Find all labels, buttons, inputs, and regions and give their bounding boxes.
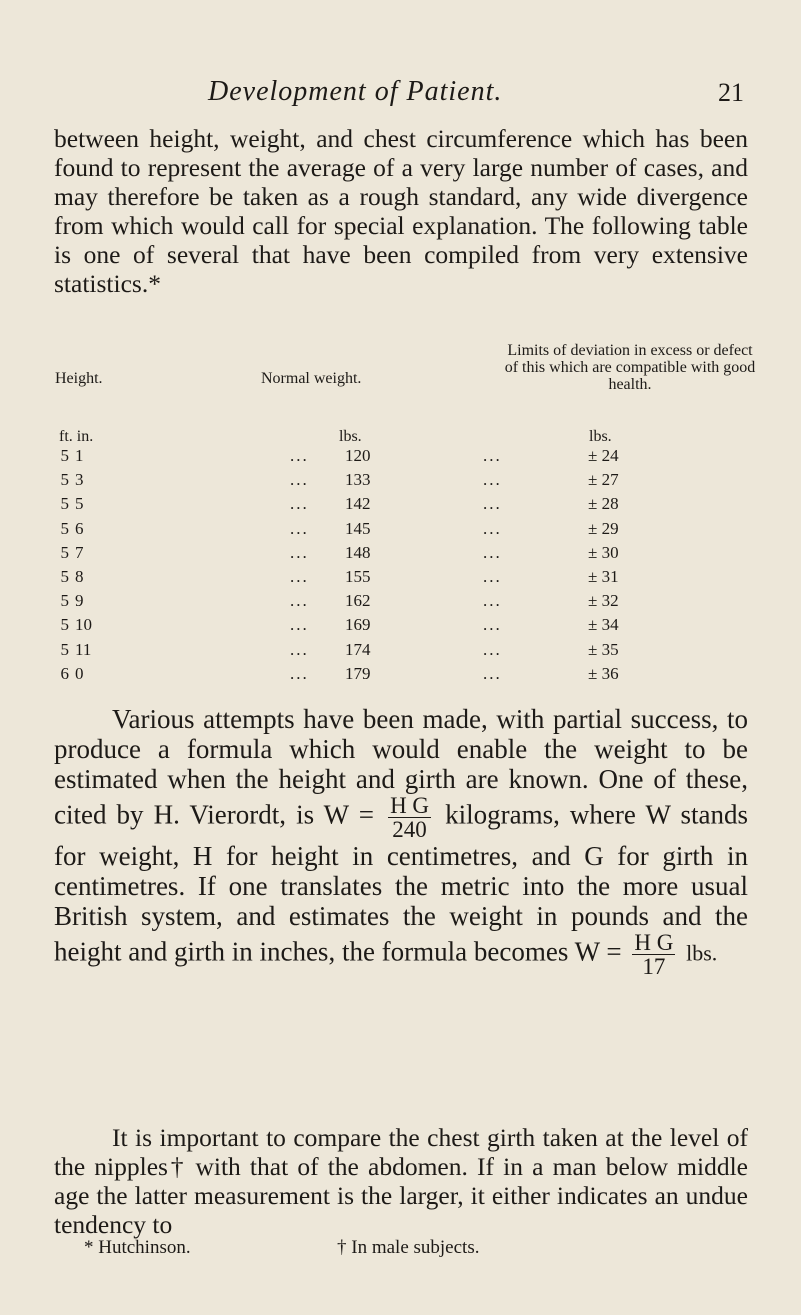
dot-leader: ... (290, 615, 309, 635)
dot-leader: ... (290, 542, 309, 562)
dot-leader: ... (290, 518, 309, 538)
feet-cell: 5 (60, 542, 69, 562)
table-row (55, 664, 695, 688)
dot-leader: ... (483, 566, 502, 586)
weight-units: lbs. (339, 428, 362, 445)
weight-cell: 179 (345, 663, 371, 683)
dot-leader: ... (290, 591, 309, 611)
weight-cell: 142 (345, 494, 371, 514)
dot-leader: ... (483, 615, 502, 635)
dot-leader: ... (290, 446, 309, 465)
limits-units: lbs. (589, 428, 612, 445)
deviation-cell: ± 30 (588, 542, 619, 562)
weight-cell: 145 (345, 518, 371, 538)
deviation-cell: ± 36 (588, 663, 619, 683)
weight-cell: 120 (345, 446, 371, 465)
dot-leader: ... (483, 663, 502, 683)
feet-cell: 5 (60, 494, 69, 514)
feet-cell: 5 (60, 470, 69, 490)
height-units: ft. in. (59, 428, 94, 445)
deviation-cell: ± 35 (588, 639, 619, 659)
deviation-cell: ± 24 (588, 446, 619, 465)
limits-column-header: Limits of deviation in excess or defect of this which are compatible with good health. (504, 342, 756, 393)
formula-text-c: lbs. (686, 940, 718, 966)
fraction-numerator: H G (390, 793, 430, 818)
table-row (55, 640, 695, 664)
dot-leader: ... (483, 542, 502, 562)
table-row (55, 494, 695, 518)
table-row (55, 519, 695, 543)
inches-cell: 1 (75, 446, 84, 465)
dot-leader: ... (483, 446, 502, 465)
inches-cell: 10 (75, 615, 92, 635)
table-row (55, 591, 695, 615)
closing-paragraph: It is important to compare the chest girth taken at the level of the nipples† with that of the abdomen. If in a man below middle age the latter measurement is the larger, it either indicates an undue tendency to (54, 1123, 748, 1239)
inches-cell: 7 (75, 542, 84, 562)
vierordt-fraction (388, 794, 431, 841)
inches-cell: 6 (75, 518, 84, 538)
dot-leader: ... (290, 470, 309, 490)
feet-cell: 6 (60, 663, 69, 683)
height-column-header: Height. (55, 370, 103, 387)
dot-leader: ... (483, 591, 502, 611)
table-row (55, 615, 695, 639)
weight-cell: 133 (345, 470, 371, 490)
fraction-denominator: 17 (642, 954, 666, 979)
feet-cell: 5 (60, 639, 69, 659)
deviation-cell: ± 28 (588, 494, 619, 514)
deviation-cell: ± 34 (588, 615, 619, 635)
weight-cell: 174 (345, 639, 371, 659)
deviation-cell: ± 29 (588, 518, 619, 538)
table-row (55, 470, 695, 494)
opening-paragraph: between height, weight, and chest circumference which has been found to represent the average of a very large number of cases, and may therefore be taken as a rough standard, any wide divergence from which would call for special explanation. The following table is one of several that have been compiled from very extensive statistics.* (54, 124, 748, 298)
fraction-denominator: 240 (392, 817, 427, 842)
british-fraction (632, 931, 675, 978)
footnote-male-subjects: † In male subjects. (337, 1237, 480, 1258)
dot-leader: ... (290, 663, 309, 683)
table-row (55, 446, 695, 470)
weight-cell: 162 (345, 591, 371, 611)
feet-cell: 5 (60, 591, 69, 611)
deviation-cell: ± 27 (588, 470, 619, 490)
dot-leader: ... (290, 639, 309, 659)
weight-column-header: Normal weight. (261, 370, 362, 387)
dot-leader: ... (483, 639, 502, 659)
dot-leader: ... (483, 518, 502, 538)
inches-cell: 3 (75, 470, 84, 490)
deviation-cell: ± 31 (588, 566, 619, 586)
dot-leader: ... (290, 494, 309, 514)
formula-paragraph (54, 704, 748, 978)
weight-cell: 148 (345, 542, 371, 562)
weight-cell: 169 (345, 615, 371, 635)
table-row (55, 567, 695, 591)
inches-cell: 0 (75, 663, 84, 683)
dot-leader: ... (290, 566, 309, 586)
deviation-cell: ± 32 (588, 591, 619, 611)
footnote-hutchinson: * Hutchinson. (84, 1237, 191, 1258)
height-weight-table (55, 446, 695, 688)
dot-leader: ... (483, 494, 502, 514)
fraction-numerator: H G (634, 930, 674, 955)
feet-cell: 5 (60, 518, 69, 538)
formula-text-a: Various attempts have been made, with partial success, to produce a formula which would enable the weight to be estimated when the height and girth are known. One of these, cited by H. Vierordt, is W = (54, 704, 748, 830)
formula-text-b: kilograms, where W stands for weight, H for height in centimetres, and G for girth in centimetres. If one translates the metric into the more usual British system, and estimates the weight in pounds and the height and girth in inches, the formula becomes W = (54, 799, 749, 967)
running-head (0, 76, 801, 116)
feet-cell: 5 (60, 615, 69, 635)
inches-cell: 8 (75, 566, 84, 586)
inches-cell: 9 (75, 591, 84, 611)
feet-cell: 5 (60, 446, 69, 465)
inches-cell: 11 (75, 639, 92, 659)
page-number: 21 (718, 78, 744, 107)
feet-cell: 5 (60, 566, 69, 586)
table-row (55, 543, 695, 567)
inches-cell: 5 (75, 494, 84, 514)
weight-cell: 155 (345, 566, 371, 586)
dot-leader: ... (483, 470, 502, 490)
running-title: Development of Patient. (208, 76, 503, 107)
